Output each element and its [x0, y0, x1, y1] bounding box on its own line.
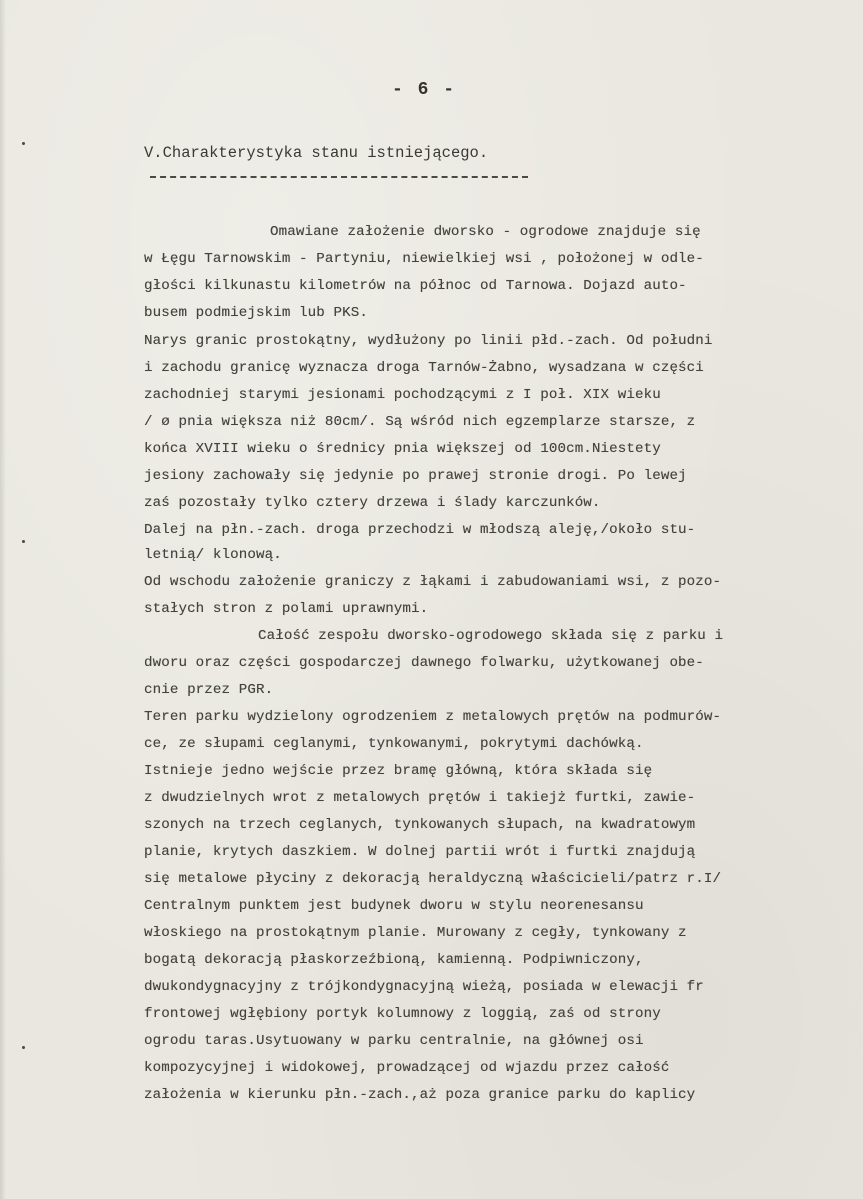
text-line: / ø pnia większa niż 80cm/. Są wśród nich egzemplarze starsze, z	[144, 414, 696, 430]
text-line: Istnieje jedno wejście przez bramę główną, która składa się	[144, 763, 653, 779]
text-line: w Łęgu Tarnowskim - Partyniu, niewielkiej wsi , położonej w odle-	[144, 251, 704, 267]
page-edge-shadow	[0, 0, 6, 1199]
text-line: stałych stron z polami uprawnymi.	[144, 601, 429, 617]
text-line: ce, ze słupami ceglanymi, tynkowanymi, pokrytymi dachówką.	[144, 736, 644, 752]
text-line: frontowej wgłębiony portyk kolumnowy z loggią, zaś od strony	[144, 1006, 661, 1022]
text-line: Dalej na płn.-zach. droga przechodzi w młodszą aleję,/około stu-	[144, 522, 696, 538]
text-line: ogrodu taras.Usytuowany w parku centralnie, na głównej osi	[144, 1033, 644, 1049]
text-line: dwukondygnacyjny z trójkondygnacyjną wieżą, posiada w elewacji fr	[144, 979, 704, 995]
text-line: bogatą dekoracją płaskorzeźbioną, kamienną. Podpiwniczony,	[144, 952, 644, 968]
text-line: jesiony zachowały się jedynie po prawej stronie drogi. Po lewej	[144, 468, 687, 484]
text-line: Omawiane założenie dworsko - ogrodowe znajduje się	[270, 224, 701, 240]
text-line: zachodniej starymi jesionami pochodzącymi z I poł. XIX wieku	[144, 387, 661, 403]
text-line: cnie przez PGR.	[144, 682, 274, 698]
text-line: zaś pozostały tylko cztery drzewa i ślady karczunków.	[144, 495, 601, 511]
text-line: założenia w kierunku płn.-zach.,aż poza granice parku do kaplicy	[144, 1087, 696, 1103]
text-line: i zachodu granicę wyznacza droga Tarnów-Żabno, wysadzana w części	[144, 360, 704, 376]
text-line: się metalowe płyciny z dekoracją heraldyczną właścicieli/patrz r.I/	[144, 871, 722, 887]
heading-underline	[150, 176, 528, 178]
text-line: Teren parku wydzielony ogrodzeniem z metalowych prętów na podmurów-	[144, 709, 722, 725]
text-line: letnią/ klonową.	[144, 547, 282, 563]
text-line: busem podmiejskim lub PKS.	[144, 305, 368, 321]
text-line: końca XVIII wieku o średnicy pnia większej od 100cm.Niestety	[144, 441, 661, 457]
text-line: kompozycyjnej i widokowej, prowadzącej od wjazdu przez całość	[144, 1060, 670, 1076]
text-line: Całość zespołu dworsko-ogrodowego składa się z parku i	[258, 628, 724, 644]
text-line: planie, krytych daszkiem. W dolnej partii wrót i furtki znajdują	[144, 844, 696, 860]
page-number: - 6 -	[392, 80, 457, 100]
text-line: Narys granic prostokątny, wydłużony po linii płd.-zach. Od południ	[144, 333, 713, 349]
text-line: włoskiego na prostokątnym planie. Murowany z cegły, tynkowany z	[144, 925, 687, 941]
text-line: Centralnym punktem jest budynek dworu w stylu neorenesansu	[144, 898, 644, 914]
text-line: z dwudzielnych wrot z metalowych prętów i takiejż furtki, zawie-	[144, 790, 696, 806]
text-line: dworu oraz części gospodarczej dawnego folwarku, użytkowanej obe-	[144, 655, 704, 671]
punch-hole-mark	[22, 142, 25, 145]
punch-hole-mark	[22, 540, 25, 543]
text-line: szonych na trzech ceglanych, tynkowanych słupach, na kwadratowym	[144, 817, 696, 833]
text-line: głości kilkunastu kilometrów na północ od Tarnowa. Dojazd auto-	[144, 278, 687, 294]
punch-hole-mark	[22, 1046, 25, 1049]
text-line: Od wschodu założenie graniczy z łąkami i zabudowaniami wsi, z pozo-	[144, 574, 722, 590]
section-heading: V.Charakterystyka stanu istniejącego.	[144, 144, 489, 162]
